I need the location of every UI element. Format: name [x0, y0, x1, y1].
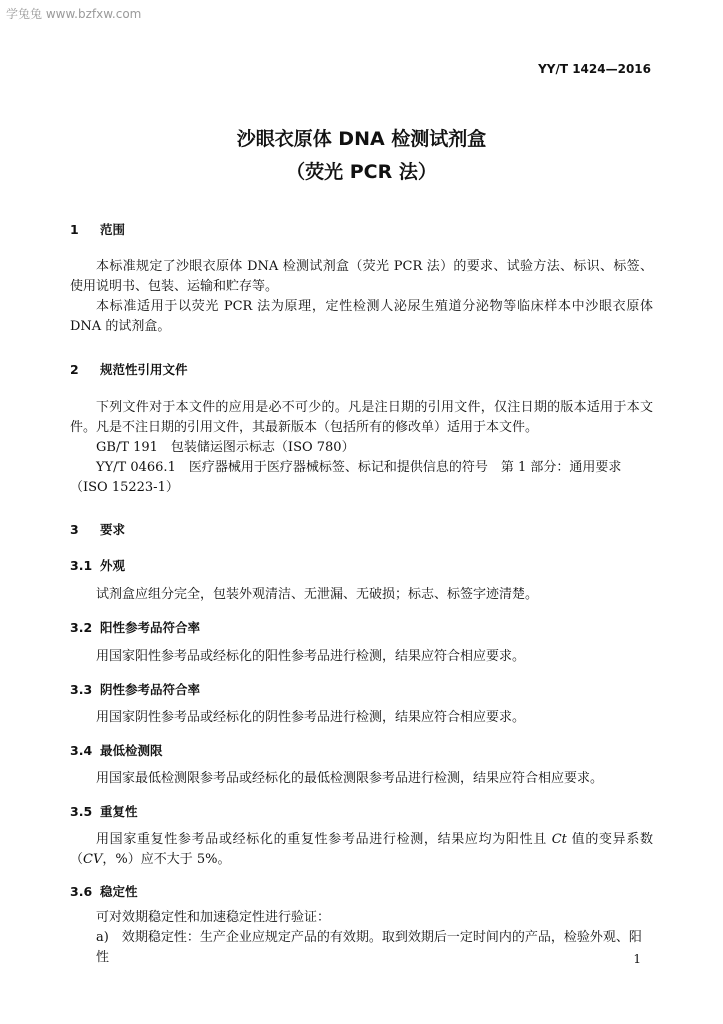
reference-item: YY/T 0466.1 医疗器械用于医疗器械标签、标记和提供信息的符号 第 1 部分：通用要求	[96, 460, 622, 475]
paragraph: 下列文件对于本文件的应用是必不可少的。凡是注日期的引用文件，仅注日期的版本适用于本文件。凡是不注日期的引用文件，其最新版本（包括所有的修改单）适用于本文件。	[70, 400, 653, 435]
reference-item: GB/T 191 包装储运图示标志（ISO 780）	[96, 440, 355, 455]
list-item: a) 效期稳定性：生产企业应规定产品的有效期。取到效期后一定时间内的产品，检验外观、阳性	[96, 930, 642, 965]
section-3-6-body	[70, 908, 653, 968]
paragraph: 用国家阳性参考品或经标化的阳性参考品进行检测，结果应符合相应要求。	[96, 649, 526, 664]
paragraph: 本标准规定了沙眼衣原体 DNA 检测试剂盒（荧光 PCR 法）的要求、试验方法、标识、标签、使用说明书、包装、运输和贮存等。	[70, 259, 653, 294]
section-number: 3	[70, 522, 79, 537]
section-title: 最低检测限	[100, 743, 163, 758]
section-3-4-heading	[70, 741, 163, 759]
section-number: 3.1	[70, 558, 93, 573]
watermark: 学兔兔 www.bzfxw.com	[6, 7, 142, 21]
section-number: 2	[70, 362, 79, 377]
section-2-heading	[70, 360, 188, 378]
section-1-heading	[70, 220, 125, 238]
section-number: 3.4	[70, 743, 93, 758]
text-run: ，%）应不大于 5%。	[102, 852, 231, 867]
section-2-body	[70, 398, 653, 498]
document-subtitle: （荧光 PCR 法）	[286, 161, 437, 183]
paragraph: 用国家最低检测限参考品或经标化的最低检测限参考品进行检测，结果应符合相应要求。	[96, 771, 604, 786]
document-title: 沙眼衣原体 DNA 检测试剂盒	[236, 128, 487, 150]
section-1-body	[70, 257, 653, 337]
section-3-5-body	[70, 830, 653, 870]
section-number: 3.2	[70, 620, 93, 635]
section-number: 3.5	[70, 804, 93, 819]
paragraph: 试剂盒应组分完全，包装外观清洁、无泄漏、无破损；标志、标签字迹清楚。	[96, 587, 539, 602]
section-3-4-body	[70, 769, 653, 789]
section-title: 规范性引用文件	[100, 362, 188, 377]
paragraph: 可对效期稳定性和加速稳定性进行验证：	[96, 910, 331, 925]
section-number: 3.3	[70, 682, 93, 697]
section-3-3-body	[70, 708, 653, 728]
section-3-5-heading	[70, 802, 138, 820]
section-title: 重复性	[100, 804, 138, 819]
text-run: 值的变异系数（	[70, 832, 653, 867]
section-title: 要求	[100, 522, 126, 537]
reference-item-continued: （ISO 15223-1）	[70, 480, 179, 495]
cv-symbol: CV	[83, 852, 103, 867]
paragraph: 本标准适用于以荧光 PCR 法为原理，定性检测人泌尿生殖道分泌物等临床样本中沙眼衣原体 DNA 的试剂盒。	[70, 299, 653, 334]
section-title: 外观	[100, 558, 126, 573]
section-title: 稳定性	[100, 884, 138, 899]
paragraph: 用国家阴性参考品或经标化的阴性参考品进行检测，结果应符合相应要求。	[96, 710, 526, 725]
page-number: 1	[633, 952, 641, 966]
section-title: 阴性参考品符合率	[100, 682, 201, 697]
section-number: 1	[70, 222, 79, 237]
section-3-2-heading	[70, 618, 200, 636]
section-title: 阳性参考品符合率	[100, 620, 201, 635]
section-3-1-heading	[70, 556, 125, 574]
section-number: 3.6	[70, 884, 93, 899]
section-3-6-heading	[70, 882, 138, 900]
section-title: 范围	[100, 222, 126, 237]
ct-symbol: Ct	[551, 832, 567, 847]
text-run: 用国家重复性参考品或经标化的重复性参考品进行检测，结果应均为阳性且	[96, 832, 552, 847]
section-3-heading	[70, 520, 125, 538]
section-3-2-body	[70, 647, 653, 667]
standard-code: YY/T 1424—2016	[538, 62, 651, 76]
paragraph	[70, 830, 653, 870]
section-3-1-body	[70, 585, 653, 605]
section-3-3-heading	[70, 680, 200, 698]
